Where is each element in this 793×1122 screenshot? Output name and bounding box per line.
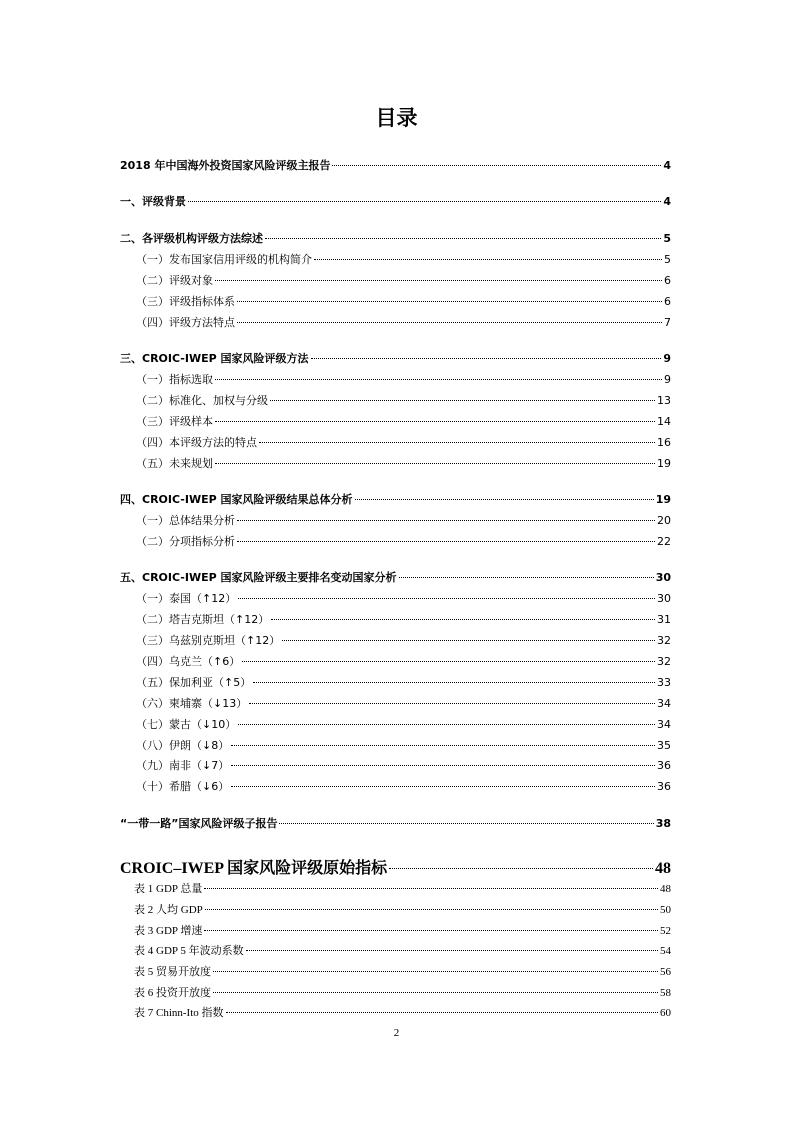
toc-entry-subsection[interactable] [120,695,671,711]
dot-leader [332,165,661,166]
dot-leader [242,661,655,662]
toc-entry-subsection[interactable] [120,674,671,690]
dot-leader [271,619,655,620]
toc-entry-page: 30 [655,571,671,584]
toc-title: 目录 [375,106,418,130]
toc-entry-label: 表 3 GDP 增速 [134,925,203,937]
toc-entry-page: 7 [664,316,671,329]
toc-entry-label: （四）评级方法特点 [136,316,235,329]
toc-entry-table[interactable] [120,1004,671,1020]
toc-entry-subsection[interactable] [120,653,671,669]
dot-leader [226,1012,658,1013]
toc-entry-label: 表 6 投资开放度 [134,987,211,999]
toc-entry-subsection[interactable] [120,737,671,753]
toc-entry-subsection[interactable] [120,611,671,627]
dot-leader [253,682,655,683]
toc-entry-label: （八）伊朗（↓8） [136,739,230,752]
dot-leader [213,971,658,972]
toc-entry-label: 二、各评级机构评级方法综述 [120,232,263,245]
toc-entry-page: 48 [655,860,671,877]
dot-leader [238,598,655,599]
dot-leader [237,541,655,542]
toc-entry-section-3[interactable] [120,350,671,366]
toc-entry-page: 56 [660,966,671,978]
toc-entry-page: 34 [657,718,671,731]
page-number: 2 [393,1027,400,1039]
toc-entry-label: （三）评级指标体系 [136,295,235,308]
dot-leader [215,280,662,281]
toc-entry-subsection[interactable] [120,314,671,330]
toc-entry-page: 19 [655,493,671,506]
toc-entry-page: 60 [660,1007,671,1019]
toc-entry-subsection[interactable] [120,590,671,606]
dot-leader [270,400,655,401]
toc-entry-page: 33 [657,676,671,689]
toc-entry-main-report[interactable] [120,157,671,173]
dot-leader [389,868,653,869]
dot-leader [204,888,658,889]
toc-entry-subsection[interactable] [120,392,671,408]
toc-entry-label: （二）塔吉克斯坦（↑12） [136,613,270,626]
dot-leader [204,930,658,931]
toc-entry-label: 一、评级背景 [120,195,186,208]
dot-leader [238,724,655,725]
dot-leader [213,992,658,993]
toc-entry-table[interactable] [120,922,671,938]
toc-entry-label: （十）希腊（↓6） [136,780,230,793]
dot-leader [215,379,662,380]
dot-leader [237,520,655,521]
toc-entry-table[interactable] [120,942,671,958]
dot-leader [249,703,655,704]
toc-entry-page: 50 [660,904,671,916]
toc-entry-page: 58 [660,987,671,999]
dot-leader [215,463,655,464]
toc-entry-label: （一）总体结果分析 [136,514,235,527]
toc-entry-label: （二）标准化、加权与分级 [136,394,268,407]
toc-entry-subsection[interactable] [120,293,671,309]
toc-entry-subsection[interactable] [120,512,671,528]
toc-entry-label: 五、CROIC-IWEP 国家风险评级主要排名变动国家分析 [120,571,397,584]
toc-entry-label: （一）泰国（↑12） [136,592,237,605]
toc-entry-page: 6 [664,295,671,308]
dot-leader [237,301,662,302]
toc-entry-page: 36 [657,759,671,772]
toc-entry-section-1[interactable] [120,193,671,209]
dot-leader [311,358,662,359]
toc-entry-label: “一带一路”国家风险评级子报告 [120,817,278,830]
toc-entry-label: （二）分项指标分析 [136,535,235,548]
toc-entry-table[interactable] [120,963,671,979]
toc-entry-subsection[interactable] [120,413,671,429]
toc-entry-page: 4 [663,159,671,172]
toc-entry-subsection[interactable] [120,251,671,267]
toc-entry-page: 52 [660,925,671,937]
toc-entry-subsection[interactable] [120,716,671,732]
dot-leader [188,201,661,202]
toc-entry-label: （三）评级样本 [136,415,213,428]
dot-leader [355,499,654,500]
toc-entry-label: （九）南非（↓7） [136,759,230,772]
toc-entry-page: 4 [663,195,671,208]
dot-leader [279,823,653,824]
dot-leader [265,238,661,239]
toc-entry-label: 三、CROIC-IWEP 国家风险评级方法 [120,352,309,365]
toc-entry-label: （六）柬埔寨（↓13） [136,697,248,710]
dot-leader [231,765,655,766]
toc-entry-page: 35 [657,739,671,752]
dot-leader [282,640,655,641]
dot-leader [237,322,662,323]
toc-entry-subsection[interactable] [120,778,671,794]
toc-entry-label: 表 1 GDP 总量 [134,883,203,895]
toc-entry-section-2[interactable] [120,230,671,246]
toc-entry-section-4[interactable] [120,491,671,507]
toc-entry-subsection[interactable] [120,272,671,288]
toc-entry-label: 2018 年中国海外投资国家风险评级主报告 [120,159,331,172]
toc-entry-label: 表 5 贸易开放度 [134,966,211,978]
toc-entry-label: （三）乌兹别克斯坦（↑12） [136,634,281,647]
toc-entry-page: 36 [657,780,671,793]
toc-entry-table[interactable] [120,901,671,917]
toc-entry-page: 38 [655,817,671,830]
toc-entry-label: 表 2 人均 GDP [134,904,203,916]
toc-entry-page: 34 [657,697,671,710]
toc-entry-page: 5 [663,232,671,245]
toc-entry-page: 13 [657,394,671,407]
dot-leader [215,421,655,422]
toc-entry-label: （一）指标选取 [136,373,213,386]
toc-entry-subsection[interactable] [120,434,671,450]
toc-entry-page: 30 [657,592,671,605]
toc-entry-raw-indicators[interactable] [120,855,671,875]
toc-entry-label: CROIC–IWEP 国家风险评级原始指标 [120,860,388,877]
toc-entry-table[interactable] [120,984,671,1000]
toc-entry-section-5[interactable] [120,569,671,585]
toc-entry-page: 6 [664,274,671,287]
toc-entry-page: 20 [657,514,671,527]
toc-entry-page: 32 [657,634,671,647]
dot-leader [231,786,655,787]
toc-entry-subsection[interactable] [120,455,671,471]
toc-entry-page: 31 [657,613,671,626]
toc-entry-label: （七）蒙古（↓10） [136,718,237,731]
toc-entry-label: （一）发布国家信用评级的机构简介 [136,253,312,266]
toc-entry-page: 48 [660,883,671,895]
toc-entry-page: 9 [663,352,671,365]
toc-entry-label: （四）乌克兰（↑6） [136,655,241,668]
toc-entry-page: 22 [657,535,671,548]
toc-entry-subsection[interactable] [120,371,671,387]
toc-entry-label: （五）保加利亚（↑5） [136,676,252,689]
toc-entry-table[interactable] [120,880,671,896]
toc-entry-label: 四、CROIC-IWEP 国家风险评级结果总体分析 [120,493,353,506]
dot-leader [259,442,655,443]
toc-entry-subsection[interactable] [120,533,671,549]
toc-entry-label: 表 4 GDP 5 年波动系数 [134,945,244,957]
dot-leader [231,745,655,746]
toc-entry-belt-road-report[interactable] [120,815,671,831]
toc-entry-subsection[interactable] [120,632,671,648]
toc-entry-label: （五）未来规划 [136,457,213,470]
toc-entry-page: 9 [664,373,671,386]
toc-entry-label: （四）本评级方法的特点 [136,436,257,449]
toc-entry-page: 32 [657,655,671,668]
toc-entry-page: 14 [657,415,671,428]
toc-entry-subsection[interactable] [120,757,671,773]
dot-leader [314,259,662,260]
toc-entry-page: 5 [664,253,671,266]
dot-leader [246,950,658,951]
dot-leader [205,909,658,910]
toc-entry-page: 54 [660,945,671,957]
toc-entry-page: 19 [657,457,671,470]
toc-entry-label: （二）评级对象 [136,274,213,287]
dot-leader [399,577,654,578]
toc-entry-label: 表 7 Chinn-Ito 指数 [134,1007,224,1019]
toc-entry-page: 16 [657,436,671,449]
